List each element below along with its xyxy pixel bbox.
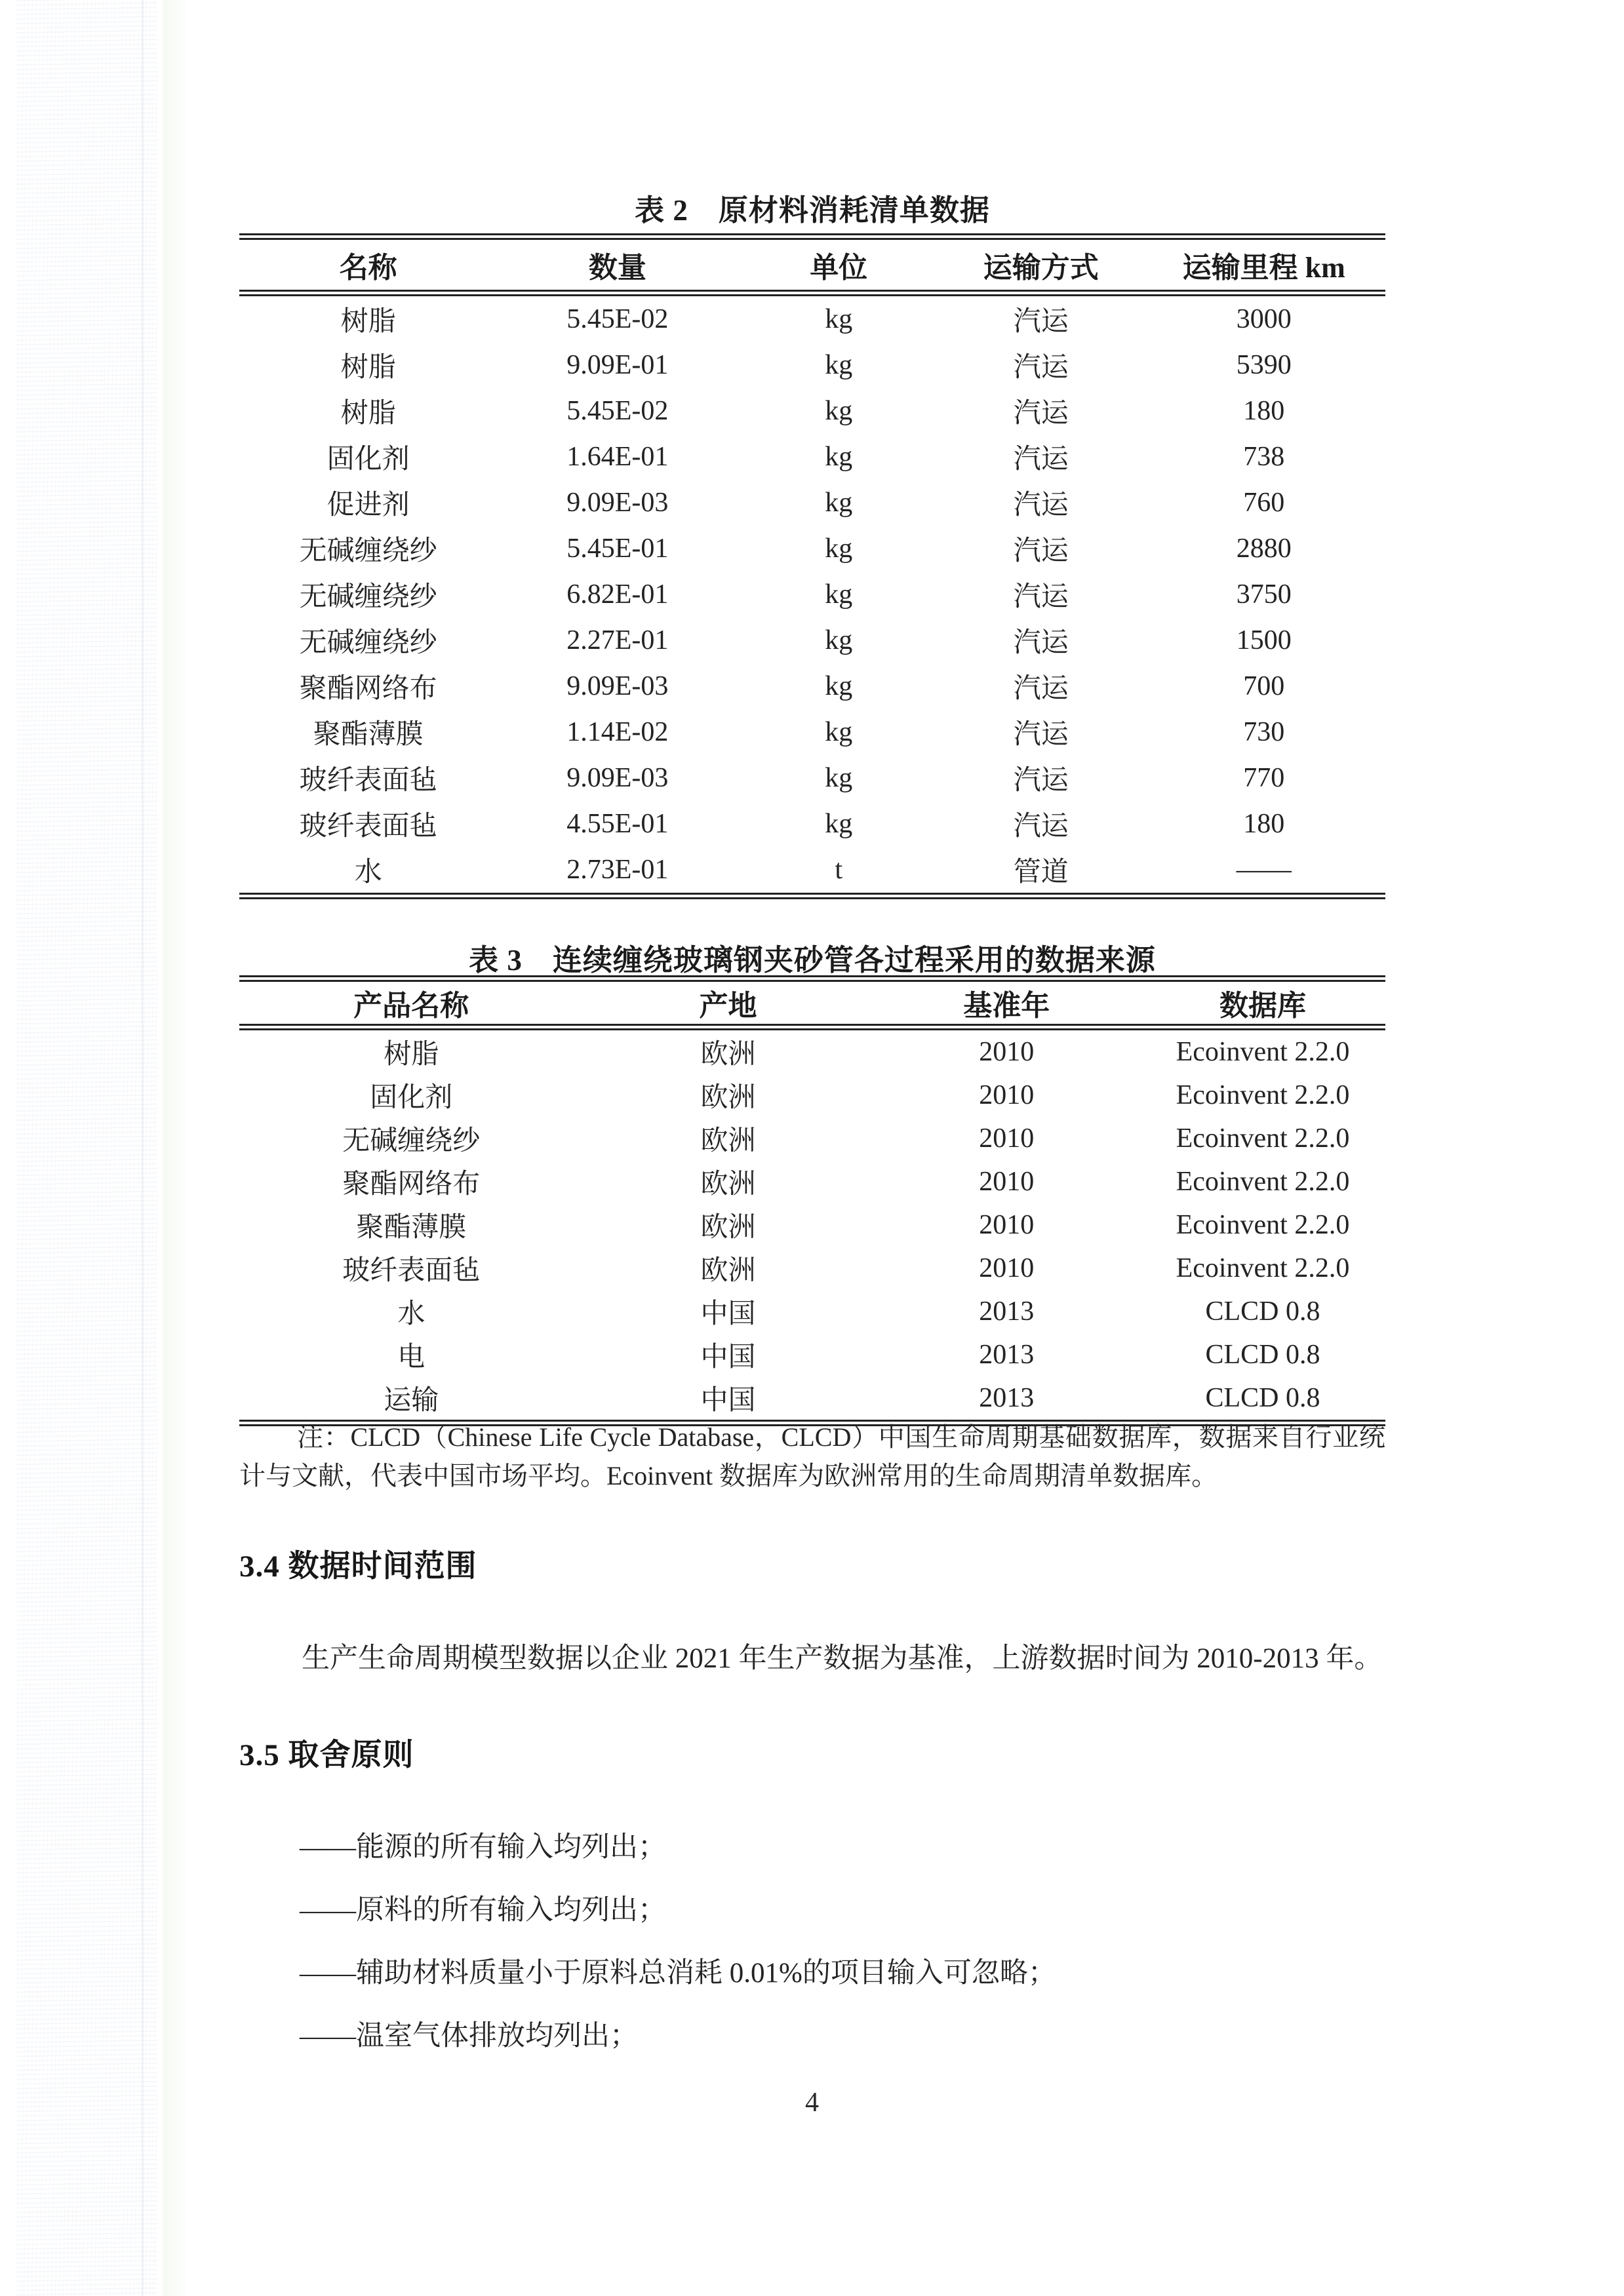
table-row [239, 480, 1385, 526]
table-cell: 固化剂 [370, 1083, 453, 1113]
table-cell: 2.73E-01 [566, 855, 669, 885]
table-cell: 中国 [700, 1342, 756, 1372]
table-cell: 汽运 [1013, 307, 1069, 337]
column-header: 数据库 [1140, 979, 1385, 1027]
table3-header [239, 979, 1385, 1027]
table-cell: kg [825, 717, 853, 747]
table-header-row [239, 979, 1385, 1027]
section-3-5-heading: 3.5 取舍原则 [239, 1738, 414, 1772]
table-cell: 树脂 [384, 1040, 439, 1070]
table-cell: 180 [1243, 809, 1285, 839]
table-cell: 2010 [979, 1210, 1035, 1240]
table-cell: t [835, 855, 843, 885]
table-row [239, 1117, 1385, 1160]
table-cell: Ecoinvent 2.2.0 [1176, 1037, 1350, 1067]
table-cell: kg [825, 671, 853, 701]
table-cell: 玻纤表面毡 [342, 1256, 481, 1286]
table-cell: 4.55E-01 [566, 809, 669, 839]
table-cell: 汽运 [1013, 628, 1069, 658]
table-row [239, 1160, 1385, 1203]
list-item: ——能源的所有输入均列出； [300, 1832, 666, 1863]
table-cell: kg [825, 625, 853, 655]
table-cell: 聚酯薄膜 [313, 720, 424, 750]
table-cell: 电 [397, 1342, 426, 1372]
table-cell: 2010 [979, 1037, 1035, 1067]
table-cell: 汽运 [1013, 399, 1069, 429]
column-header: 产地 [583, 979, 873, 1027]
table-cell: CLCD 0.8 [1205, 1296, 1320, 1327]
table-row [239, 434, 1385, 480]
table-cell: Ecoinvent 2.2.0 [1176, 1210, 1350, 1240]
column-header: 基准年 [873, 979, 1140, 1027]
table2-raw-material-inventory [239, 233, 1385, 899]
table-cell: 5.45E-02 [566, 304, 669, 334]
table-cell: 无碱缠绕纱 [299, 582, 437, 612]
column-header: 数量 [497, 237, 738, 293]
table-cell: 玻纤表面毡 [299, 766, 437, 796]
table-cell: 3750 [1236, 579, 1292, 610]
table-row [239, 801, 1385, 847]
table-cell: 中国 [700, 1299, 756, 1329]
table-cell: 700 [1243, 671, 1285, 701]
table-cell: Ecoinvent 2.2.0 [1176, 1167, 1350, 1197]
table-cell: 运输 [384, 1386, 439, 1416]
list-item: ——温室气体排放均列出； [300, 2021, 638, 2052]
table-cell: 2013 [979, 1296, 1035, 1327]
column-header: 名称 [239, 237, 497, 293]
table2-header [239, 237, 1385, 293]
table-cell: 3000 [1236, 304, 1292, 334]
table3-body [239, 1027, 1385, 1423]
table-cell: 水 [397, 1299, 426, 1329]
table-header-row [239, 237, 1385, 293]
table-cell: 汽运 [1013, 766, 1069, 796]
table-cell: Ecoinvent 2.2.0 [1176, 1080, 1350, 1110]
table-cell: 欧洲 [700, 1040, 756, 1070]
table-row [239, 1203, 1385, 1247]
column-header: 产品名称 [239, 979, 583, 1027]
table-cell: 汽运 [1013, 674, 1069, 704]
table-row [239, 388, 1385, 434]
table-cell: 9.09E-01 [566, 350, 669, 380]
table-cell: 汽运 [1013, 490, 1069, 520]
table-row [239, 847, 1385, 896]
column-header: 单位 [738, 237, 940, 293]
table-cell: 1500 [1236, 625, 1292, 655]
table-cell: 树脂 [340, 399, 396, 429]
table3-title: 表 3 连续缠绕玻璃钢夹砂管各过程采用的数据来源 [469, 944, 1156, 977]
table-cell: —— [1236, 855, 1292, 885]
table3-data-sources [239, 975, 1385, 1426]
table-cell: 管道 [1013, 857, 1069, 887]
table-cell: 2013 [979, 1383, 1035, 1413]
page-number: 4 [805, 2088, 819, 2118]
table-cell: 6.82E-01 [566, 579, 669, 610]
table-cell: kg [825, 350, 853, 380]
table-row [239, 1333, 1385, 1376]
table-cell: 汽运 [1013, 582, 1069, 612]
table-cell: 2010 [979, 1080, 1035, 1110]
table-row [239, 709, 1385, 755]
table-row [239, 617, 1385, 663]
table-cell: 9.09E-03 [566, 671, 669, 701]
table-row [239, 755, 1385, 801]
table-cell: CLCD 0.8 [1205, 1340, 1320, 1370]
table-cell: 中国 [700, 1386, 756, 1416]
table-cell: 9.09E-03 [566, 763, 669, 793]
table-cell: kg [825, 304, 853, 334]
table-cell: 聚酯网络布 [342, 1169, 481, 1199]
table-cell: 2010 [979, 1167, 1035, 1197]
table-cell: 树脂 [340, 307, 396, 337]
table-cell: kg [825, 534, 853, 564]
table-cell: 2013 [979, 1340, 1035, 1370]
table-cell: 汽运 [1013, 536, 1069, 566]
table-cell: 2010 [979, 1253, 1035, 1283]
table-cell: Ecoinvent 2.2.0 [1176, 1123, 1350, 1154]
table-row [239, 293, 1385, 342]
table-cell: 汽运 [1013, 811, 1069, 842]
table-cell: 无碱缠绕纱 [299, 536, 437, 566]
section-3-4-heading: 3.4 数据时间范围 [239, 1549, 477, 1584]
table-cell: 汽运 [1013, 720, 1069, 750]
table-cell: kg [825, 488, 853, 518]
table-cell: 固化剂 [327, 444, 410, 475]
table-cell: 760 [1243, 488, 1285, 518]
table-cell: 2010 [979, 1123, 1035, 1154]
section-3-4-body: 生产生命周期模型数据以企业 2021 年生产数据为基准，上游数据时间为 2010-2013 年。 [302, 1643, 1383, 1674]
table-cell: 9.09E-03 [566, 488, 669, 518]
list-item: ——辅助材料质量小于原料总消耗 0.01%的项目输入可忽略； [300, 1958, 1056, 1989]
table-cell: CLCD 0.8 [1205, 1383, 1320, 1413]
table-cell: 汽运 [1013, 353, 1069, 383]
table-cell: 玻纤表面毡 [299, 811, 437, 842]
section-3-5-cutoff-rules-list [239, 1832, 1385, 2084]
table-cell: Ecoinvent 2.2.0 [1176, 1253, 1350, 1283]
table-cell: kg [825, 809, 853, 839]
table-cell: 欧洲 [700, 1126, 756, 1156]
table-cell: 738 [1243, 442, 1285, 472]
table-cell: 2.27E-01 [566, 625, 669, 655]
table-cell: 促进剂 [327, 490, 410, 520]
table3-footnote: 注：CLCD（Chinese Life Cycle Database，CLCD）中国生命周期基础数据库，数据来自行业统计与文献，代表中国市场平均。Ecoinvent 数据库为欧洲常用的生命周期清单数据库。 [239, 1422, 1385, 1490]
table-cell: 欧洲 [700, 1083, 756, 1113]
table-cell: 5390 [1236, 350, 1292, 380]
list-item: ——原料的所有输入均列出； [300, 1895, 666, 1926]
table-cell: 欧洲 [700, 1256, 756, 1286]
table-row [239, 1027, 1385, 1074]
table-cell: 欧洲 [700, 1213, 756, 1243]
table-cell: kg [825, 763, 853, 793]
table-cell: 聚酯网络布 [299, 674, 437, 704]
table2-title: 表 2 原材料消耗清单数据 [635, 194, 990, 227]
table-cell: 2880 [1236, 534, 1292, 564]
column-header: 运输里程 km [1142, 237, 1385, 293]
table-row [239, 1376, 1385, 1423]
scan-artifact-line [142, 0, 144, 2296]
table-cell: kg [825, 396, 853, 426]
table-row [239, 572, 1385, 617]
table-row [239, 663, 1385, 709]
table2-body [239, 293, 1385, 896]
table-row [239, 1247, 1385, 1290]
scan-artifact-band [163, 0, 185, 2296]
table-cell: 5.45E-01 [566, 534, 669, 564]
scan-noise-strip [16, 0, 157, 2296]
table-cell: 730 [1243, 717, 1285, 747]
table-cell: 水 [354, 857, 382, 887]
table-cell: 聚酯薄膜 [356, 1213, 467, 1243]
table-cell: kg [825, 579, 853, 610]
table-row [239, 1290, 1385, 1333]
table-cell: 180 [1243, 396, 1285, 426]
table-cell: 无碱缠绕纱 [299, 628, 437, 658]
table-cell: 欧洲 [700, 1169, 756, 1199]
table-row [239, 1074, 1385, 1117]
table-cell: 汽运 [1013, 444, 1069, 475]
table-row [239, 526, 1385, 572]
table-cell: kg [825, 442, 853, 472]
table-row [239, 342, 1385, 388]
table-cell: 无碱缠绕纱 [342, 1126, 481, 1156]
table-cell: 1.14E-02 [566, 717, 669, 747]
column-header: 运输方式 [940, 237, 1142, 293]
table-cell: 树脂 [340, 353, 396, 383]
table-cell: 5.45E-02 [566, 396, 669, 426]
table-cell: 770 [1243, 763, 1285, 793]
table-cell: 1.64E-01 [566, 442, 669, 472]
